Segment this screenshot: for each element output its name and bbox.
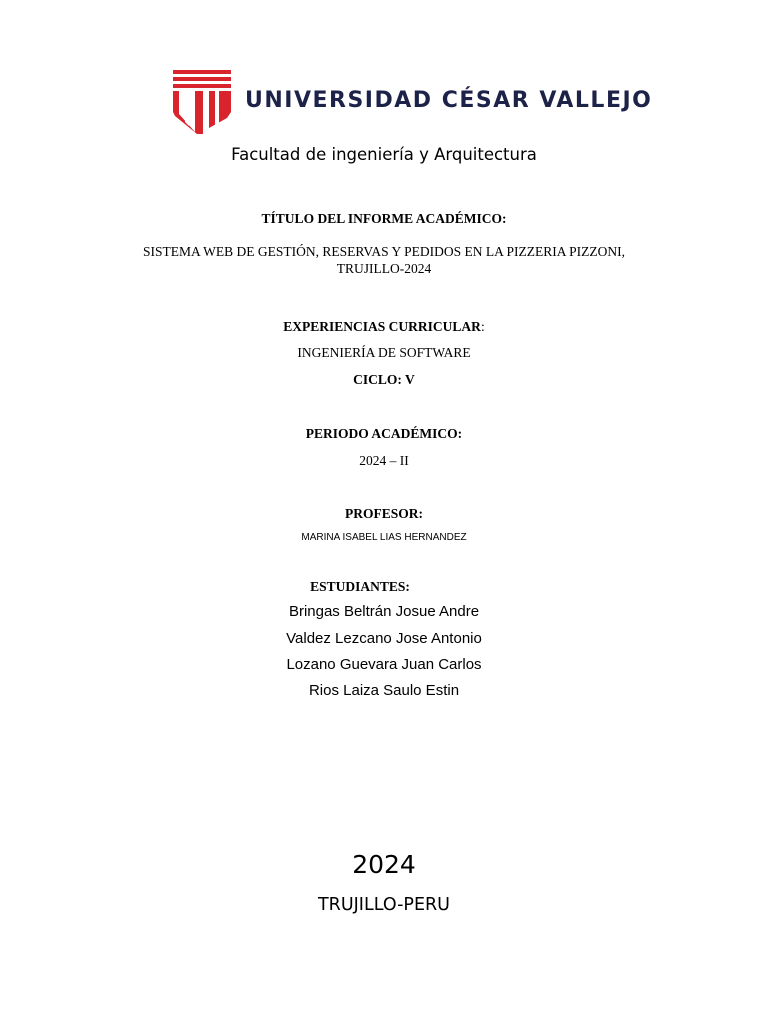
university-name: UNIVERSIDAD CÉSAR VALLEJO: [245, 88, 653, 113]
title-line-2: TRUJILLO-2024: [336, 261, 432, 276]
shield-icon: [171, 68, 233, 136]
period-label: PERIODO ACADÉMICO:: [305, 426, 463, 441]
title-label: TÍTULO DEL INFORME ACADÉMICO:: [261, 211, 507, 226]
professor-label: PROFESOR:: [344, 506, 423, 521]
student-item: Lozano Guevara Juan Carlos: [286, 656, 482, 673]
university-logo: [171, 68, 653, 136]
experience-colon: :: [480, 319, 485, 334]
student-item: Rios Laiza Saulo Estin: [308, 682, 460, 699]
students-label: ESTUDIANTES:: [310, 579, 410, 594]
professor-name: MARINA ISABEL LIAS HERNANDEZ: [301, 532, 467, 543]
cycle: CICLO: V: [353, 372, 415, 387]
period-value: 2024 – II: [359, 453, 409, 468]
faculty-name: Facultad de ingeniería y Arquitectura: [231, 145, 537, 164]
student-item: Valdez Lezcano Jose Antonio: [286, 630, 482, 647]
experience-heading: [0, 318, 768, 335]
title-line-1: SISTEMA WEB DE GESTIÓN, RESERVAS Y PEDIDOS EN LA PIZZERIA PIZZONI,: [143, 244, 625, 259]
year: 2024: [352, 850, 416, 879]
experience-value: INGENIERÍA DE SOFTWARE: [297, 345, 471, 360]
experience-label: EXPERIENCIAS CURRICULAR: [283, 319, 481, 334]
city: TRUJILLO-PERU: [317, 895, 450, 915]
student-item: Bringas Beltrán Josue Andre: [288, 603, 480, 620]
